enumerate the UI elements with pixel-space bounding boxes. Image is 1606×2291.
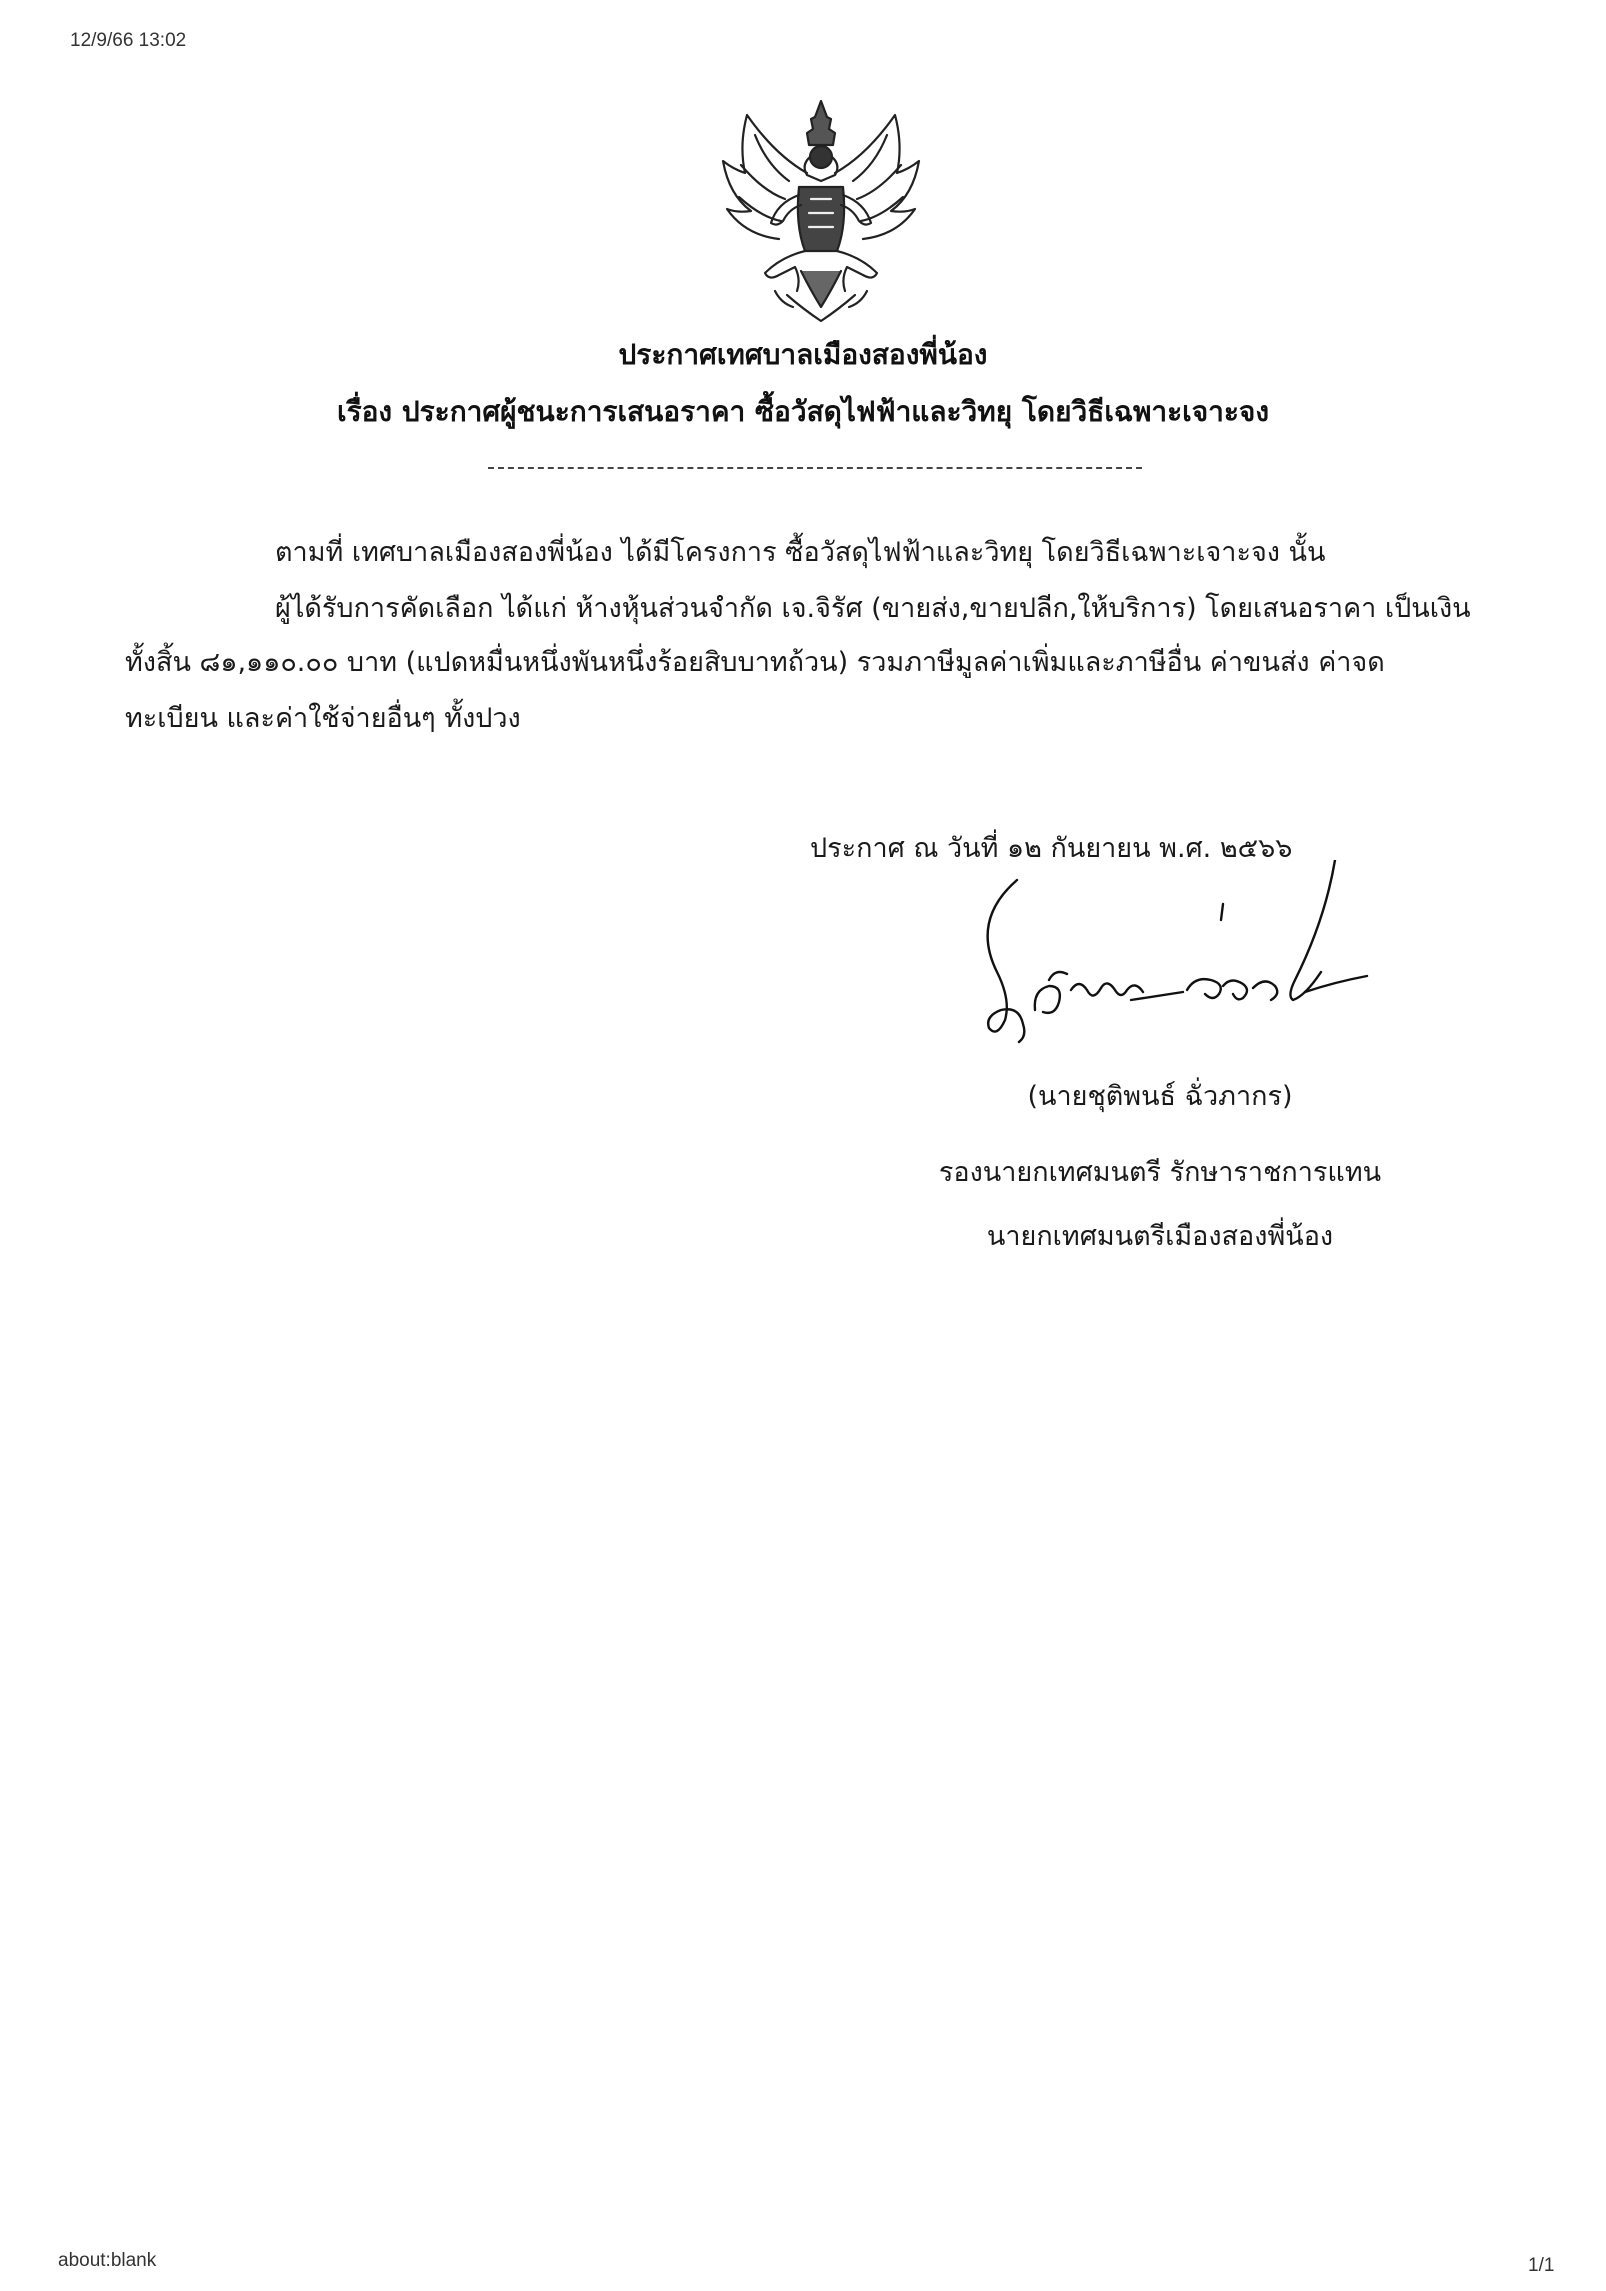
print-footer-url: about:blank — [58, 2250, 157, 2271]
signatory-name: (นายชุติพนธ์ ฉั่วภากร) — [1027, 1081, 1293, 1112]
signatory-position: รองนายกเทศมนตรี รักษาราชการแทน — [938, 1157, 1382, 1188]
body-paragraph-line: ผู้ได้รับการคัดเลือก ได้แก่ ห้างหุ้นส่วนจำกัด เจ.จิรัศ (ขายส่ง,ขายปลีก,ให้บริการ) โดยเสนอราคา เป็นเงิน — [275, 593, 1471, 624]
body-paragraph-line: ทั้งสิ้น ๘๑,๑๑๐.๐๐ บาท (แปดหมื่นหนึ่งพันหนึ่งร้อยสิบบาทถ้วน) รวมภาษีมูลค่าเพิ่มและภาษีอื่น ค่าขนส่ง ค่าจด — [125, 647, 1385, 678]
announcement-date: ประกาศ ณ วันที่ ๑๒ กันยายน พ.ศ. ๒๕๖๖ — [810, 833, 1293, 864]
signatory-position-secondary: นายกเทศมนตรีเมืองสองพี่น้อง — [986, 1221, 1334, 1252]
print-header-timestamp: 12/9/66 13:02 — [70, 30, 187, 51]
body-paragraph-line: ทะเบียน และค่าใช้จ่ายอื่นๆ ทั้งปวง — [125, 703, 521, 734]
document-title: ประกาศเทศบาลเมืองสองพี่น้อง — [618, 338, 988, 371]
document-subject: เรื่อง ประกาศผู้ชนะการเสนอราคา ซื้อวัสดุไฟฟ้าและวิทยุ โดยวิธีเฉพาะเจาะจง — [337, 395, 1269, 428]
handwritten-signature-icon — [975, 860, 1395, 1050]
print-footer-page-number: 1/1 — [1528, 2255, 1555, 2276]
body-paragraph-line: ตามที่ เทศบาลเมืองสองพี่น้อง ได้มีโครงการ ซื้อวัสดุไฟฟ้าและวิทยุ โดยวิธีเฉพาะเจาะจง นั้น — [275, 537, 1326, 568]
garuda-emblem-icon — [715, 95, 927, 327]
divider — [488, 467, 1142, 469]
